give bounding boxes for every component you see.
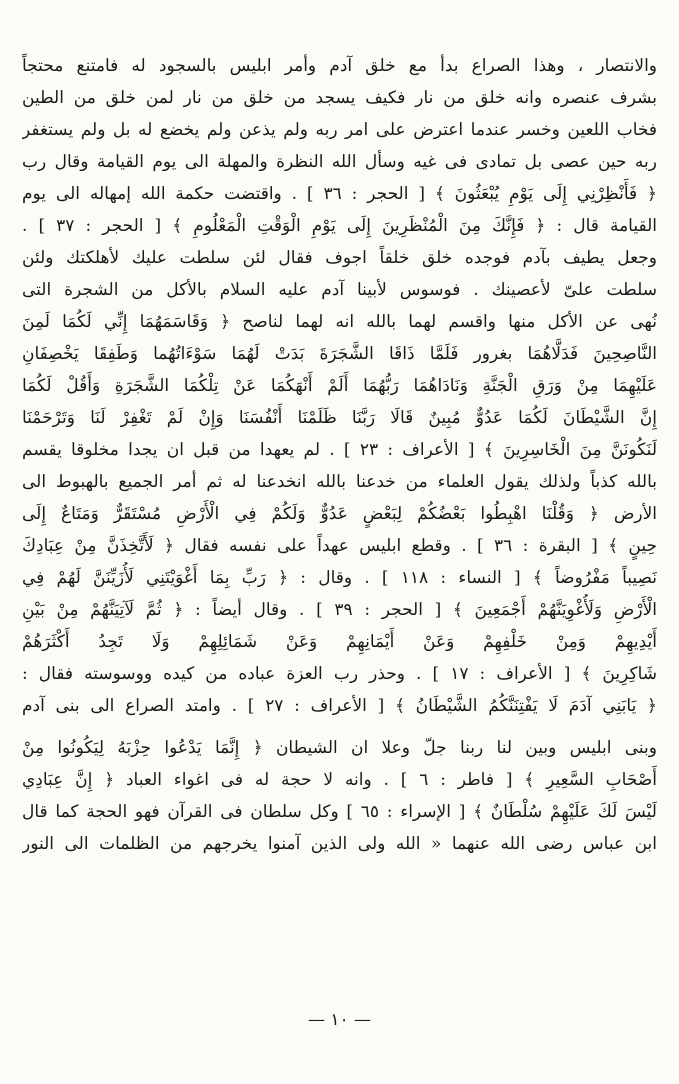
text-line: القيامة قال : ﴿ فَإِنَّكَ مِنَ الْمُنْظَرِينَ إِلَى يَوْمِ الْوَقْتِ الْمَعْلُومِ ﴾ [ الحجر : ٣٧ ] .: [22, 216, 657, 236]
text-line: ﴿ يَابَنِي آدَمَ لَا يَفْتِنَنَّكُمُ الشَّيْطَانُ ﴾ [ الأعراف : ٢٧ ] . وامتد الصراع الى بنى آدم: [22, 696, 657, 716]
text-line: النَّاصِحِينَ فَدَلَّاهُمَا بغرور فَلَمَّا ذَاقَا الشَّجَرَةَ بَدَتْ لَهُمَا سَوْءَاتُهُما وَطَفِقَا يَخْصِفَانِ: [22, 344, 657, 364]
text-line: عَلَيْهِمَا مِنْ وَرَقِ الْجَنَّةِ وَنَادَاهُمَا رَبُّهُمَا أَلَمْ أَنْهَكُمَا عَنْ تِلْكُمَا الشَّجَرَةِ وَأَقُلْ لَكُمَا: [22, 376, 657, 396]
text-line: والانتصار ، وهذا الصراع بدأ مع خلق آدم وأمر ابليس بالسجود له فامتنع محتجاً: [22, 56, 657, 76]
text-line: بشرف عنصره وانه خلق من نار فكيف يسجد من خلق من نار لمن خلق من الطين: [22, 88, 657, 108]
text-line: بالله كذباً ولذلك يقول العلماء من خدعنا بالله انخدعنا له ثم أمر الجميع بالهبوط الى: [22, 472, 657, 492]
text-line: الأرض ﴿ وَقُلْنَا اهْبِطُوا بَعْضُكُمْ لِبَعْضٍ عَدُوٌّ وَلَكُمْ فِي الْأَرْضِ مُسْتَقَرٌّ وَمَتَاعٌ إِلَى: [22, 504, 657, 524]
text-line: ابن عباس رضى الله عنهما « الله ولى الذين آمنوا يخرجهم من الظلمات الى النور: [22, 834, 657, 854]
text-line: الْأَرْضِ وَلَأُغْوِيَنَّهُمْ أَجْمَعِينَ ﴾ [ الحجر : ٣٩ ] . وقال أيضاً : ﴿ ثُمَّ لَآتِيَنَّهُمْ مِنْ بَيْنِ: [22, 600, 657, 620]
text-line: شَاكِرِينَ ﴾ [ الأعراف : ١٧ ] . وحذر رب العزة عباده من كيده ووسوسته فقال :: [22, 664, 657, 684]
text-line: أَصْحَابِ السَّعِيرِ ﴾ [ فاطر : ٦ ] . وانه لا حجة له فى اغواء العباد ﴿ إِنَّ عِبَادِي: [22, 770, 657, 790]
text-line: فخاب اللعين وخسر عندما اعترض على امر ربه ولم يذعن ولم يخضع له بل ولم يستغفر: [22, 120, 657, 140]
text-line: وجعل يطيف بآدم فوجده خلق خلقاً اجوف فقال لئن سلطت عليك لأهلكتك ولئن: [22, 248, 657, 268]
text-line: وبنى ابليس وبين لنا ربنا جلّ وعلا ان الشيطان ﴿ إِنَّمَا يَدْعُوا حِزْبَهُ لِيَكُونُوا مِنْ: [22, 738, 657, 758]
text-line: ﴿ فَأَنْظِرْنِي إِلَى يَوْمِ يُبْعَثُونَ ﴾ [ الحجر : ٣٦ ] . واقتضت حكمة الله إمهاله الى يوم: [22, 184, 657, 204]
page-number: — ١٠ —: [307, 1010, 372, 1030]
text-line: نُهى عن الأكل منها واقسم لهما بالله انه لهما لناصح ﴿ وَقَاسَمَهُمَا إِنِّي لَكُمَا لَمِنَ: [22, 312, 657, 332]
text-line: لَيْسَ لَكَ عَلَيْهِمْ سُلْطَانٌ ﴾ [ الإسراء : ٦٥ ] وكل سلطان فى القرآن فهو الحجة كما قال: [22, 802, 657, 822]
text-line: لَنَكُونَنَّ مِنَ الْخَاسِرِينَ ﴾ [ الأعراف : ٢٣ ] . لم يعهدا من قبل ان يجدا مخلوقا يقسم: [22, 440, 657, 460]
page-body: [22, 50, 657, 860]
text-line: نَصِيباً مَفْرُوضاً ﴾ [ النساء : ١١٨ ] . وقال : ﴿ رَبِّ بِمَا أَغْوَيْتَنِي لَأُزَيِّنَنَّ لَهُمْ فِي: [22, 568, 657, 588]
text-line: حِينٍ ﴾ [ البقرة : ٣٦ ] . وقطع ابليس عهداً على نفسه فقال ﴿ لَأَتَّخِذَنَّ مِنْ عِبَادِكَ: [22, 536, 657, 556]
text-line: ربه حين عصى بل تمادى فى غيه وسأل الله النظرة والمهلة الى يوم القيامة وقال رب: [22, 152, 657, 172]
text-line: سلطت علىّ لأعصينك . فوسوس لأبينا آدم عليه السلام بالأكل من الشجرة التى: [22, 280, 657, 300]
text-line: إِنَّ الشَّيْطَانَ لَكُمَا عَدُوٌّ مُبِينٌ قَالَا رَبَّنَا ظَلَمْنَا أَنْفُسَنَا وَإِنْ لَمْ تَغْفِرْ لَنَا وَتَرْحَمْنَا: [22, 408, 657, 428]
text-line: أَيْدِيهِمْ وَمِنْ خَلْفِهِمْ وَعَنْ أَيْمَانِهِمْ وَعَنْ شَمَائِلِهِمْ وَلَا تَجِدُ أَكْثَرَهُمْ: [22, 632, 657, 652]
